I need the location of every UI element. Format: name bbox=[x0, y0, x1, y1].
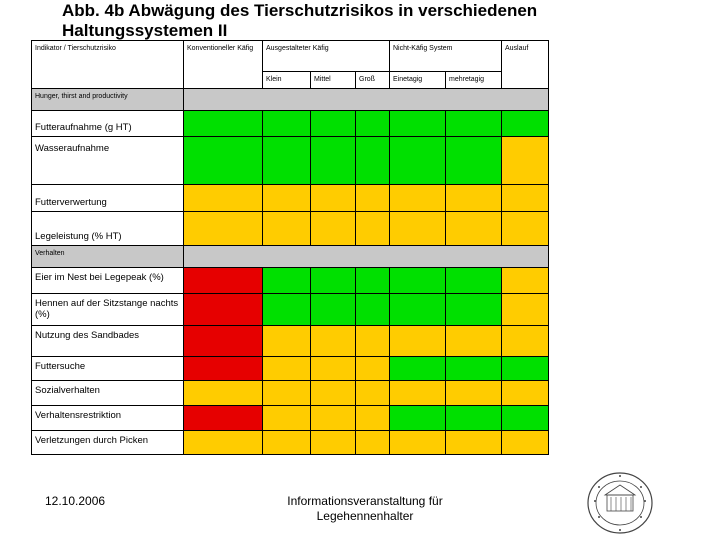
indicator-label: Futtersuche bbox=[35, 361, 86, 372]
risk-cell-green bbox=[502, 357, 549, 381]
risk-cell-red bbox=[184, 268, 263, 294]
indicator-label-cell bbox=[32, 406, 184, 431]
header-furnished-large: Groß bbox=[356, 72, 390, 89]
risk-cell-green bbox=[311, 137, 356, 185]
indicator-label-cell bbox=[32, 294, 184, 326]
indicator-row bbox=[32, 294, 549, 326]
section-row bbox=[32, 246, 549, 268]
risk-cell-green bbox=[263, 111, 311, 137]
risk-cell-yellow bbox=[502, 212, 549, 246]
indicator-row bbox=[32, 381, 549, 406]
risk-cell-yellow bbox=[390, 326, 446, 357]
risk-cell-yellow bbox=[184, 381, 263, 406]
risk-cell-yellow bbox=[446, 212, 502, 246]
risk-cell-green bbox=[502, 111, 549, 137]
section-label: Verhalten bbox=[35, 250, 65, 257]
section-fill bbox=[184, 246, 549, 268]
risk-cell-yellow bbox=[502, 268, 549, 294]
risk-cell-yellow bbox=[263, 326, 311, 357]
risk-cell-green bbox=[311, 294, 356, 326]
indicator-label: Futterverwertung bbox=[35, 197, 107, 208]
risk-cell-yellow bbox=[390, 381, 446, 406]
risk-cell-red bbox=[184, 326, 263, 357]
risk-cell-red bbox=[184, 357, 263, 381]
risk-cell-yellow bbox=[263, 357, 311, 381]
risk-cell-green bbox=[390, 294, 446, 326]
risk-cell-green bbox=[184, 137, 263, 185]
risk-cell-green bbox=[446, 357, 502, 381]
indicator-row bbox=[32, 137, 549, 185]
risk-cell-yellow bbox=[184, 185, 263, 212]
risk-cell-green bbox=[446, 268, 502, 294]
risk-cell-yellow bbox=[311, 185, 356, 212]
risk-cell-green bbox=[263, 137, 311, 185]
indicator-row bbox=[32, 431, 549, 455]
risk-cell-yellow bbox=[446, 381, 502, 406]
risk-cell-yellow bbox=[263, 381, 311, 406]
risk-cell-yellow bbox=[502, 185, 549, 212]
risk-cell-yellow bbox=[356, 381, 390, 406]
risk-cell-yellow bbox=[311, 357, 356, 381]
indicator-label: Verletzungen durch Picken bbox=[35, 435, 149, 446]
risk-cell-green bbox=[356, 111, 390, 137]
risk-cell-green bbox=[390, 406, 446, 431]
indicator-label-cell bbox=[32, 381, 184, 406]
indicator-label: Nutzung des Sandbades bbox=[35, 330, 140, 341]
header-row-1 bbox=[32, 41, 549, 72]
risk-cell-yellow bbox=[390, 431, 446, 455]
risk-cell-yellow bbox=[502, 431, 549, 455]
risk-cell-yellow bbox=[311, 212, 356, 246]
risk-cell-yellow bbox=[390, 212, 446, 246]
risk-cell-green bbox=[184, 111, 263, 137]
risk-cell-green bbox=[390, 137, 446, 185]
indicator-label-cell bbox=[32, 268, 184, 294]
indicator-row bbox=[32, 111, 549, 137]
header-furnished-medium: Mittel bbox=[311, 72, 356, 89]
risk-cell-green bbox=[263, 294, 311, 326]
university-seal-icon bbox=[585, 471, 655, 535]
risk-cell-yellow bbox=[502, 381, 549, 406]
indicator-label-cell bbox=[32, 212, 184, 246]
risk-assessment-table bbox=[31, 40, 549, 455]
risk-cell-yellow bbox=[356, 212, 390, 246]
section-label-cell bbox=[32, 89, 184, 111]
risk-cell-green bbox=[356, 137, 390, 185]
indicator-label-cell bbox=[32, 137, 184, 185]
indicator-label: Legeleistung (% HT) bbox=[35, 231, 122, 242]
risk-cell-yellow bbox=[263, 431, 311, 455]
indicator-label-cell bbox=[32, 431, 184, 455]
header-noncage-multi: mehretagig bbox=[446, 72, 502, 89]
risk-cell-green bbox=[390, 268, 446, 294]
section-label-cell bbox=[32, 246, 184, 268]
indicator-row bbox=[32, 212, 549, 246]
risk-cell-red bbox=[184, 294, 263, 326]
section-fill bbox=[184, 89, 549, 111]
risk-cell-yellow bbox=[502, 294, 549, 326]
indicator-label-cell bbox=[32, 185, 184, 212]
header-indicator: Indikator / Tierschutzrisiko bbox=[32, 41, 184, 89]
header-free-range: Auslauf bbox=[502, 41, 549, 89]
indicator-label: Wasseraufnahme bbox=[35, 143, 110, 154]
indicator-row bbox=[32, 185, 549, 212]
indicator-label-cell bbox=[32, 357, 184, 381]
risk-cell-green bbox=[502, 406, 549, 431]
risk-cell-red bbox=[184, 406, 263, 431]
risk-cell-yellow bbox=[356, 431, 390, 455]
risk-cell-yellow bbox=[263, 185, 311, 212]
footer-info: Informationsveranstaltung für Legehennenhalter bbox=[287, 494, 443, 523]
header-noncage-system: Nicht-Käfig System bbox=[390, 41, 502, 72]
indicator-row bbox=[32, 406, 549, 431]
risk-cell-yellow bbox=[184, 212, 263, 246]
section-row bbox=[32, 89, 549, 111]
risk-cell-green bbox=[390, 357, 446, 381]
indicator-label: Futteraufnahme (g HT) bbox=[35, 122, 132, 133]
risk-cell-yellow bbox=[311, 381, 356, 406]
header-furnished-cage: Ausgestalteter Käfig bbox=[263, 41, 390, 72]
risk-cell-yellow bbox=[502, 326, 549, 357]
risk-cell-green bbox=[311, 111, 356, 137]
risk-cell-yellow bbox=[356, 406, 390, 431]
risk-cell-yellow bbox=[263, 212, 311, 246]
risk-cell-green bbox=[446, 406, 502, 431]
risk-cell-green bbox=[446, 137, 502, 185]
risk-cell-yellow bbox=[446, 431, 502, 455]
section-label: Hunger, thirst and productivity bbox=[35, 93, 128, 100]
risk-cell-green bbox=[356, 294, 390, 326]
risk-cell-yellow bbox=[356, 185, 390, 212]
risk-cell-yellow bbox=[502, 137, 549, 185]
page-title: Abb. 4b Abwägung des Tierschutzrisikos in verschiedenen Haltungssystemen II bbox=[62, 1, 538, 40]
indicator-row bbox=[32, 326, 549, 357]
risk-cell-green bbox=[263, 268, 311, 294]
risk-cell-yellow bbox=[446, 185, 502, 212]
indicator-label: Eier im Nest bei Legepeak (%) bbox=[35, 272, 164, 283]
indicator-row bbox=[32, 357, 549, 381]
risk-cell-yellow bbox=[311, 431, 356, 455]
header-noncage-single: Einetagig bbox=[390, 72, 446, 89]
risk-cell-yellow bbox=[263, 406, 311, 431]
risk-cell-green bbox=[356, 268, 390, 294]
risk-cell-yellow bbox=[356, 326, 390, 357]
indicator-label: Verhaltensrestriktion bbox=[35, 410, 122, 421]
indicator-row bbox=[32, 268, 549, 294]
risk-cell-yellow bbox=[184, 431, 263, 455]
indicator-label: Sozialverhalten bbox=[35, 385, 100, 396]
header-conventional-cage: Konventioneller Käfig bbox=[184, 41, 263, 89]
footer-date: 12.10.2006 bbox=[45, 494, 106, 508]
indicator-label: Hennen auf der Sitzstange nachts (%) bbox=[35, 298, 179, 320]
risk-cell-yellow bbox=[311, 406, 356, 431]
risk-cell-green bbox=[446, 111, 502, 137]
indicator-label-cell bbox=[32, 326, 184, 357]
risk-cell-green bbox=[446, 294, 502, 326]
risk-cell-yellow bbox=[311, 326, 356, 357]
risk-cell-green bbox=[390, 111, 446, 137]
risk-cell-green bbox=[311, 268, 356, 294]
header-furnished-small: Klein bbox=[263, 72, 311, 89]
risk-cell-yellow bbox=[390, 185, 446, 212]
risk-cell-yellow bbox=[356, 357, 390, 381]
indicator-label-cell bbox=[32, 111, 184, 137]
risk-cell-yellow bbox=[446, 326, 502, 357]
